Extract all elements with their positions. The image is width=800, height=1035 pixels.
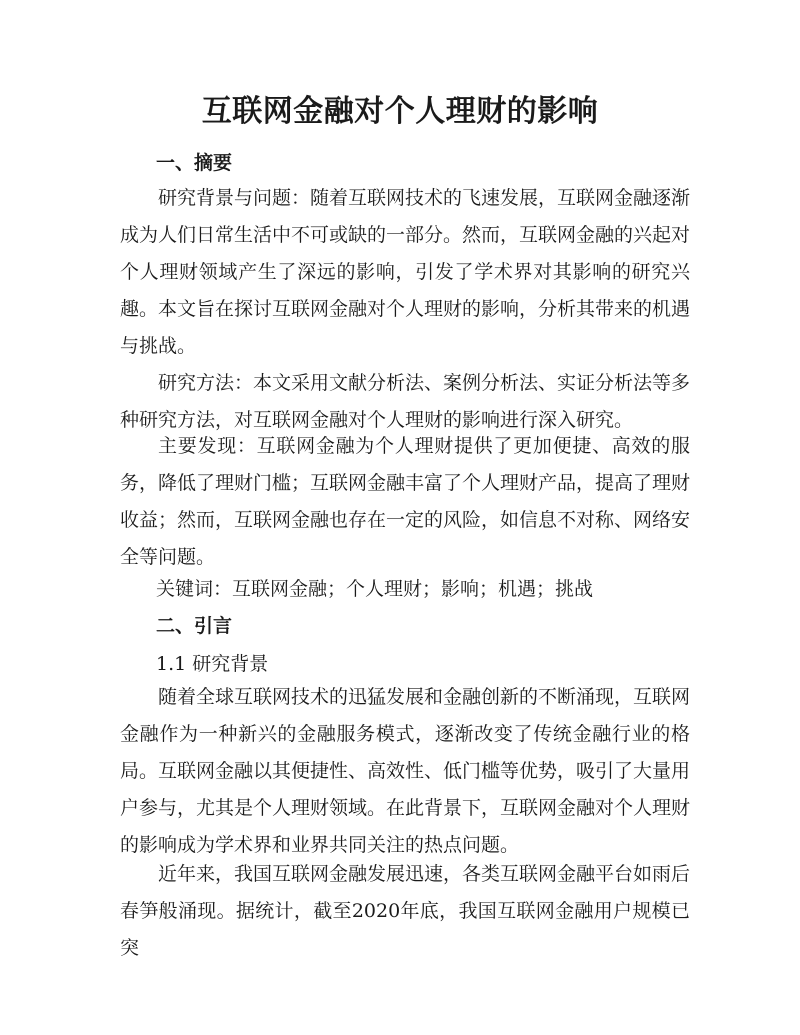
section-heading-introduction: 二、引言 <box>156 615 233 637</box>
abstract-methods-paragraph: 研究方法：本文采用文献分析法、案例分析法、实证分析法等多种研究方法，对互联网金融对个人理财的影响进行深入研究。 <box>120 372 691 431</box>
abstract-background-paragraph: 研究背景与问题：随着互联网技术的飞速发展，互联网金融逐渐成为人们日常生活中不可或缺的一部分。然而，互联网金融的兴起对个人理财领域产生了深远的影响，引发了学术界对其影响的研究兴趣。本文旨在探讨互联网金融对个人理财的影响，分析其带来的机遇与挑战。 <box>120 187 691 357</box>
section-heading-abstract: 一、摘要 <box>156 152 233 174</box>
subsection-heading-research-background: 1.1 研究背景 <box>156 653 269 675</box>
keywords-line: 关键词：互联网金融；个人理财；影响；机遇；挑战 <box>156 578 594 600</box>
document-title: 互联网金融对个人理财的影响 <box>201 94 599 129</box>
intro-paragraph-2: 近年来，我国互联网金融发展迅速，各类互联网金融平台如雨后春笋般涌现。据统计，截至2020年底，我国互联网金融用户规模已突 <box>120 863 691 959</box>
intro-paragraph-1: 随着全球互联网技术的迅猛发展和金融创新的不断涌现，互联网金融作为一种新兴的金融服务模式，逐渐改变了传统金融行业的格局。互联网金融以其便捷性、高效性、低门槛等优势，吸引了大量用户参与，尤其是个人理财领域。在此背景下，互联网金融对个人理财的影响成为学术界和业界共同关注的热点问题。 <box>120 686 691 856</box>
abstract-findings-paragraph: 主要发现：互联网金融为个人理财提供了更加便捷、高效的服务，降低了理财门槛；互联网金融丰富了个人理财产品，提高了理财收益；然而，互联网金融也存在一定的风险，如信息不对称、网络安全等问题。 <box>120 435 691 568</box>
